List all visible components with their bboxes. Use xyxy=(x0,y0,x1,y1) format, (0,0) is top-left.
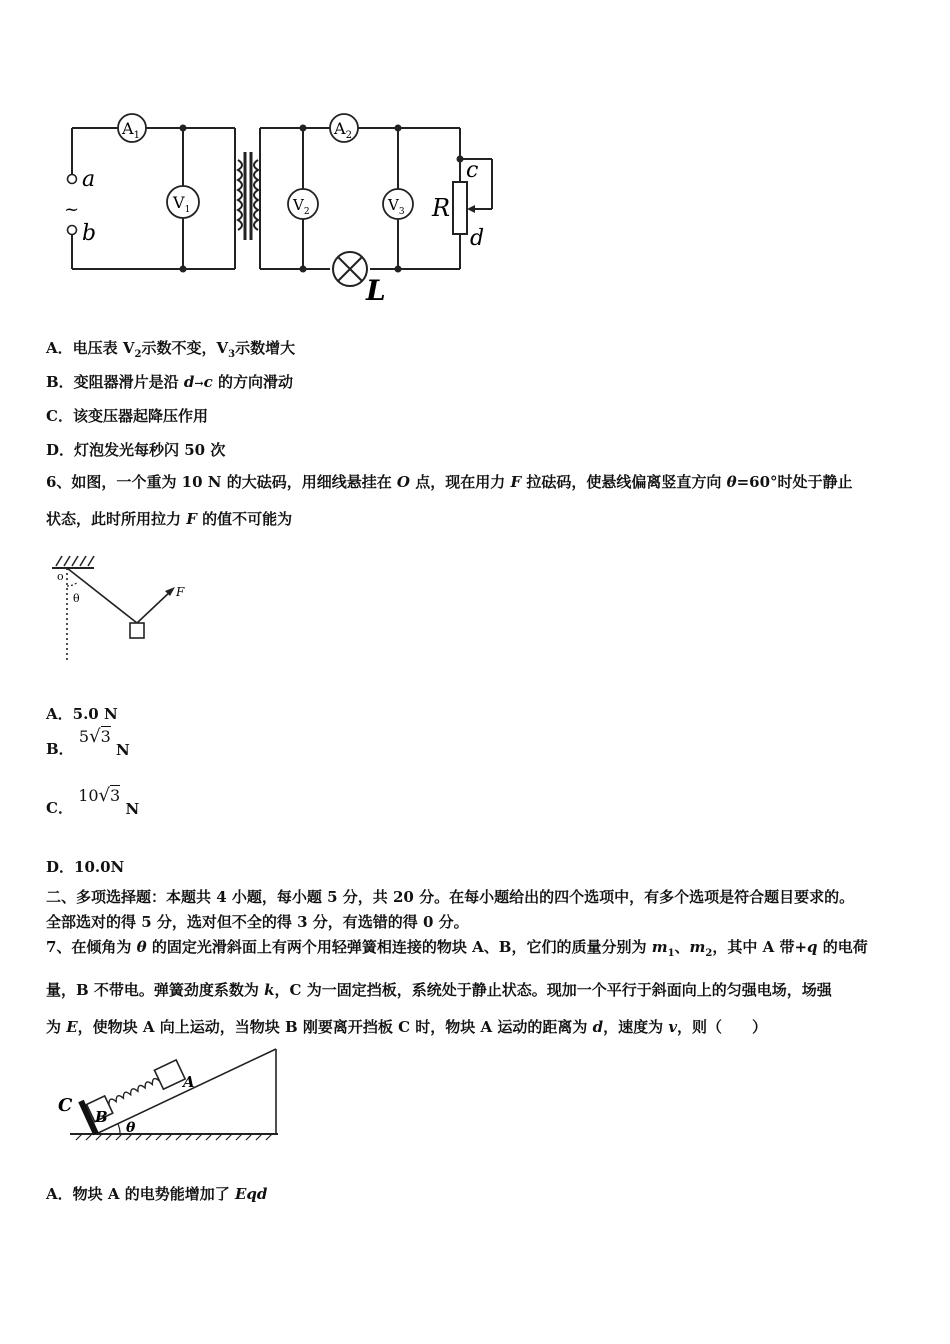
svg-text:o: o xyxy=(57,570,64,583)
transformer-circuit-diagram xyxy=(60,112,510,312)
svg-text:L: L xyxy=(366,274,386,307)
svg-text:d: d xyxy=(470,226,485,251)
q6-option-c: C． 10√3 N xyxy=(46,785,140,818)
section2-instructions: 二、多项选择题：本题共 4 小题，每小题 5 分，共 20 分。在每小题给出的四个选项中，有多个选项是符合题目要求的。 全部选对的得 5 分，选对但不全的得 3 分，有选错的得 0 分。 xyxy=(46,888,855,931)
svg-text:A2: $A_2$ xyxy=(334,119,352,141)
q7-stem: 7、在倾角为 θ 的固定光滑斜面上有两个用轻弹簧相连接的物块 A、B，它们的质量分别为 $m_1$、$m_2$，其中 A 带+q 的电荷 量，B 不带电。弹簧劲度系数为 k，C 为一固定挡板，系统处于静止状态。现加一个平行于斜面向上的匀强电场，场强 为 E，使物块 A 向上运动，当物块 B 刚要离开挡板 C 时，物块 A 运动的距离为 d，速度为 v，则（ ） xyxy=(46,938,868,1036)
svg-text:F: F xyxy=(176,585,185,599)
svg-text:θ: θ xyxy=(126,1120,136,1136)
svg-text:A1: $A_1$ xyxy=(122,119,140,141)
svg-text:a: a xyxy=(82,167,96,192)
svg-text:V3: $V_3$ xyxy=(388,196,405,217)
q6-option-b-value: 5√3 xyxy=(78,726,111,747)
q5-option-a: A．电压表 $V_2$示数不变，$V_3$示数增大 xyxy=(46,339,296,360)
q6-hanging-weight-figure xyxy=(46,550,206,665)
q6-stem: 6、如图，一个重为 10 N 的大砝码，用细线悬挂在 O 点，现在用力 F 拉砝码，使悬线偏离竖直方向 θ=60°时处于静止 状态，此时所用拉力 F 的值不可能为 xyxy=(46,473,853,528)
svg-text:b: b xyxy=(82,221,97,246)
svg-text:~: ~ xyxy=(64,199,80,220)
q6-option-a: A．5.0 N xyxy=(46,705,118,723)
q6-option-d: D．10.0N xyxy=(46,858,125,876)
q5-option-c: C．该变压器起降压作用 xyxy=(46,407,208,425)
q5-option-b: B．变阻器滑片是沿 d→c 的方向滑动 xyxy=(46,373,293,391)
svg-text:V2: $V_2$ xyxy=(293,196,310,217)
block-a xyxy=(154,1060,185,1089)
q7-option-a: A．物块 A 的电势能增加了 Eqd xyxy=(46,1185,268,1203)
q6-option-c-value: 10√3 xyxy=(78,785,121,806)
q7-incline-figure xyxy=(52,1043,292,1148)
svg-text:A: A xyxy=(183,1073,195,1091)
svg-text:θ: θ xyxy=(73,592,80,605)
svg-text:B: B xyxy=(95,1108,108,1126)
weight-block xyxy=(130,623,144,638)
svg-text:c: c xyxy=(466,158,479,183)
svg-text:V1: $V_1$ xyxy=(173,193,191,215)
q5-option-d: D．灯泡发光每秒闪 50 次 xyxy=(46,441,226,459)
svg-text:C: C xyxy=(58,1095,73,1116)
q6-option-b: B． 5√3 N xyxy=(46,726,130,759)
svg-text:R: R xyxy=(432,194,451,222)
